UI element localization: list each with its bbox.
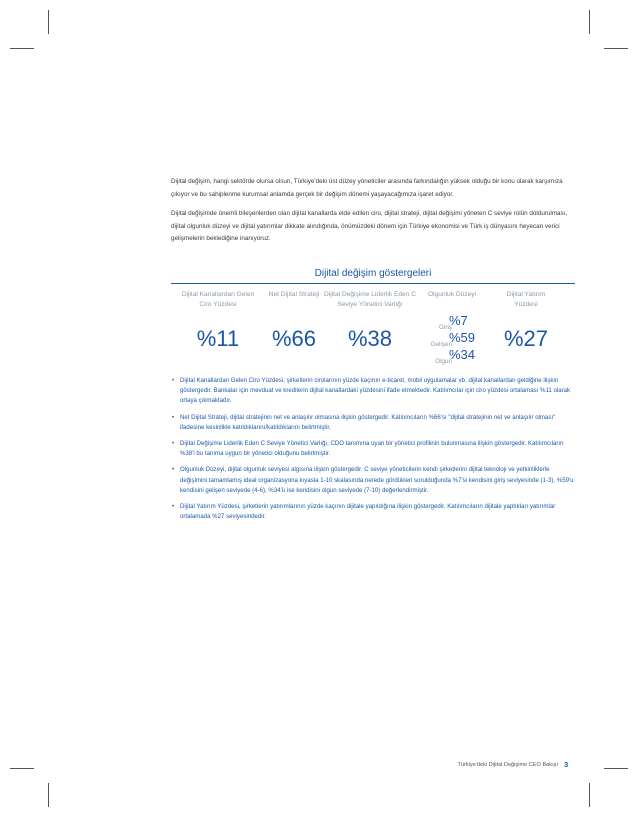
indicator-value-ciro: %11 [196,326,240,351]
level-row-olgun [408,347,488,367]
list-item: • Dijital Yatırım Yüzdesi, şirketlerin yatırımlarının yüzde kaçının dijitale yapıldığına ilişkin göstergedir. Katılımcıların dijitale yaptıkları yatırımlar ortalamada %27 seviyesindedir. [171,502,575,522]
indicator-label-yatirim: Dijital Yatırım Yüzdesi [506,291,546,308]
indicator-notes-list [171,376,575,528]
crop-mark [589,10,590,34]
crop-mark [604,768,628,769]
crop-mark [589,783,590,807]
crop-mark [604,48,628,49]
list-item: • Olgunluk Düzeyi, dijital olgunluk seviyesi algısına ilişkin göstergedir. C seviye yöneticilerin kendi şirketlerini dijital teknoloji ve yetkinliklerle değişimini tamamlamış ideal organizasyona kıyasla 1-10 skalasında nerede gördükleri sorulduğunda %7'si kendisini giriş seviyesinde (1-3), %59'u kendisini gelişen seviyede (4-6), %34'ü ise kendisini olgun seviyede (7-10) değerlendirmiştir. [171,465,575,496]
footer-title: Türkiye'deki Dijital Değişime CEO Bakışı [457,762,558,768]
list-item: • Dijital Değişime Liderlik Eden C Seviye Yönetici Varlığı, CDO tanımına uyan bir yönetici profilinin bulunmasına ilişkin göstergedir. Katılımcıların %38'i bu tanıma uygun bir yönetici olduğunu belirtmiştir. [171,439,575,459]
indicator-value-yatirim: %27 [503,326,549,351]
title-divider [171,283,575,284]
level-value-giris: %7 [449,313,468,328]
intro-text [171,176,575,253]
level-label-giris: Giriş [439,324,452,331]
indicator-value-strateji: %66 [271,326,317,351]
indicators-title: Dijital değişim göstergeleri [314,268,432,279]
level-label-gelisen: Gelişen [430,341,452,348]
page-number: 3 [564,760,569,769]
intro-paragraph-2: Dijital değişimde önemli bileşenlerden olan dijital kanallarda elde edilen ciro, dijital strateji, dijital değişimi yöneten C seviye rolün doldurulması, dijital olgunluk düzeyi ve dijital yatırımlar dikkate alındığında, önümüzdeki dönem için Türkiye ekonomisi ve Türk iş dünyasını heyecan verici gelişmelerin beklediğine inanıyoruz. [171,210,568,243]
intro-paragraph-1: Dijital değişim, hangi sektörde olursa olsun, Türkiye'deki üst düzey yöneticiler arasında farkındalığın yüksek olduğu bir konu olarak karşımıza çıkıyor ve bu sahiplenme kurumsal anlamda gerçek bir değişim dönemi yaşayacağımıza işaret ediyor. [171,178,563,198]
level-label-olgun: Olgun [435,358,452,365]
indicator-label-ciro: Dijital Kanallardan Gelen Ciro Yüzdesi [181,291,255,308]
level-value-gelisen: %59 [449,330,476,345]
crop-mark [10,48,34,49]
crop-mark [10,768,34,769]
indicator-label-olgunluk: Olgunluk Düzeyi [427,291,476,298]
list-item: • Net Dijital Strateji, dijital stratejinin net ve anlaşılır olmasına ilişkin göstergedir. Katılımcıların %66'sı "dijital stratejinin net ve anlaşılır olması" ifadesine kesinlikle katıldıklarını/katıldıklarını belirtmiştir. [171,413,575,433]
list-item: • Dijital Kanallardan Gelen Ciro Yüzdesi, şirketlerin cirolarının yüzde kaçının e-ticaret, mobil uygulamalar vb. dijital kanallardan geldiğine ilişkin göstergedir. Bankalar için mevduat ve kredilerin dijital kanallardaki yüzdesini ifade etmektedir. Katılımcılar için ciro yüzdesi ortalaması %11 olarak ortaya çıkmaktadır. [171,376,575,407]
indicator-label-strateji: Net Dijital Strateji [268,291,320,298]
crop-mark [48,10,49,34]
level-value-olgun: %34 [449,347,476,362]
indicator-value-liderlik: %38 [347,326,393,351]
indicator-label-liderlik: Dijital Değişime Liderlik Eden C Seviye Yönetici Varlığı [324,291,416,308]
crop-mark [48,783,49,807]
